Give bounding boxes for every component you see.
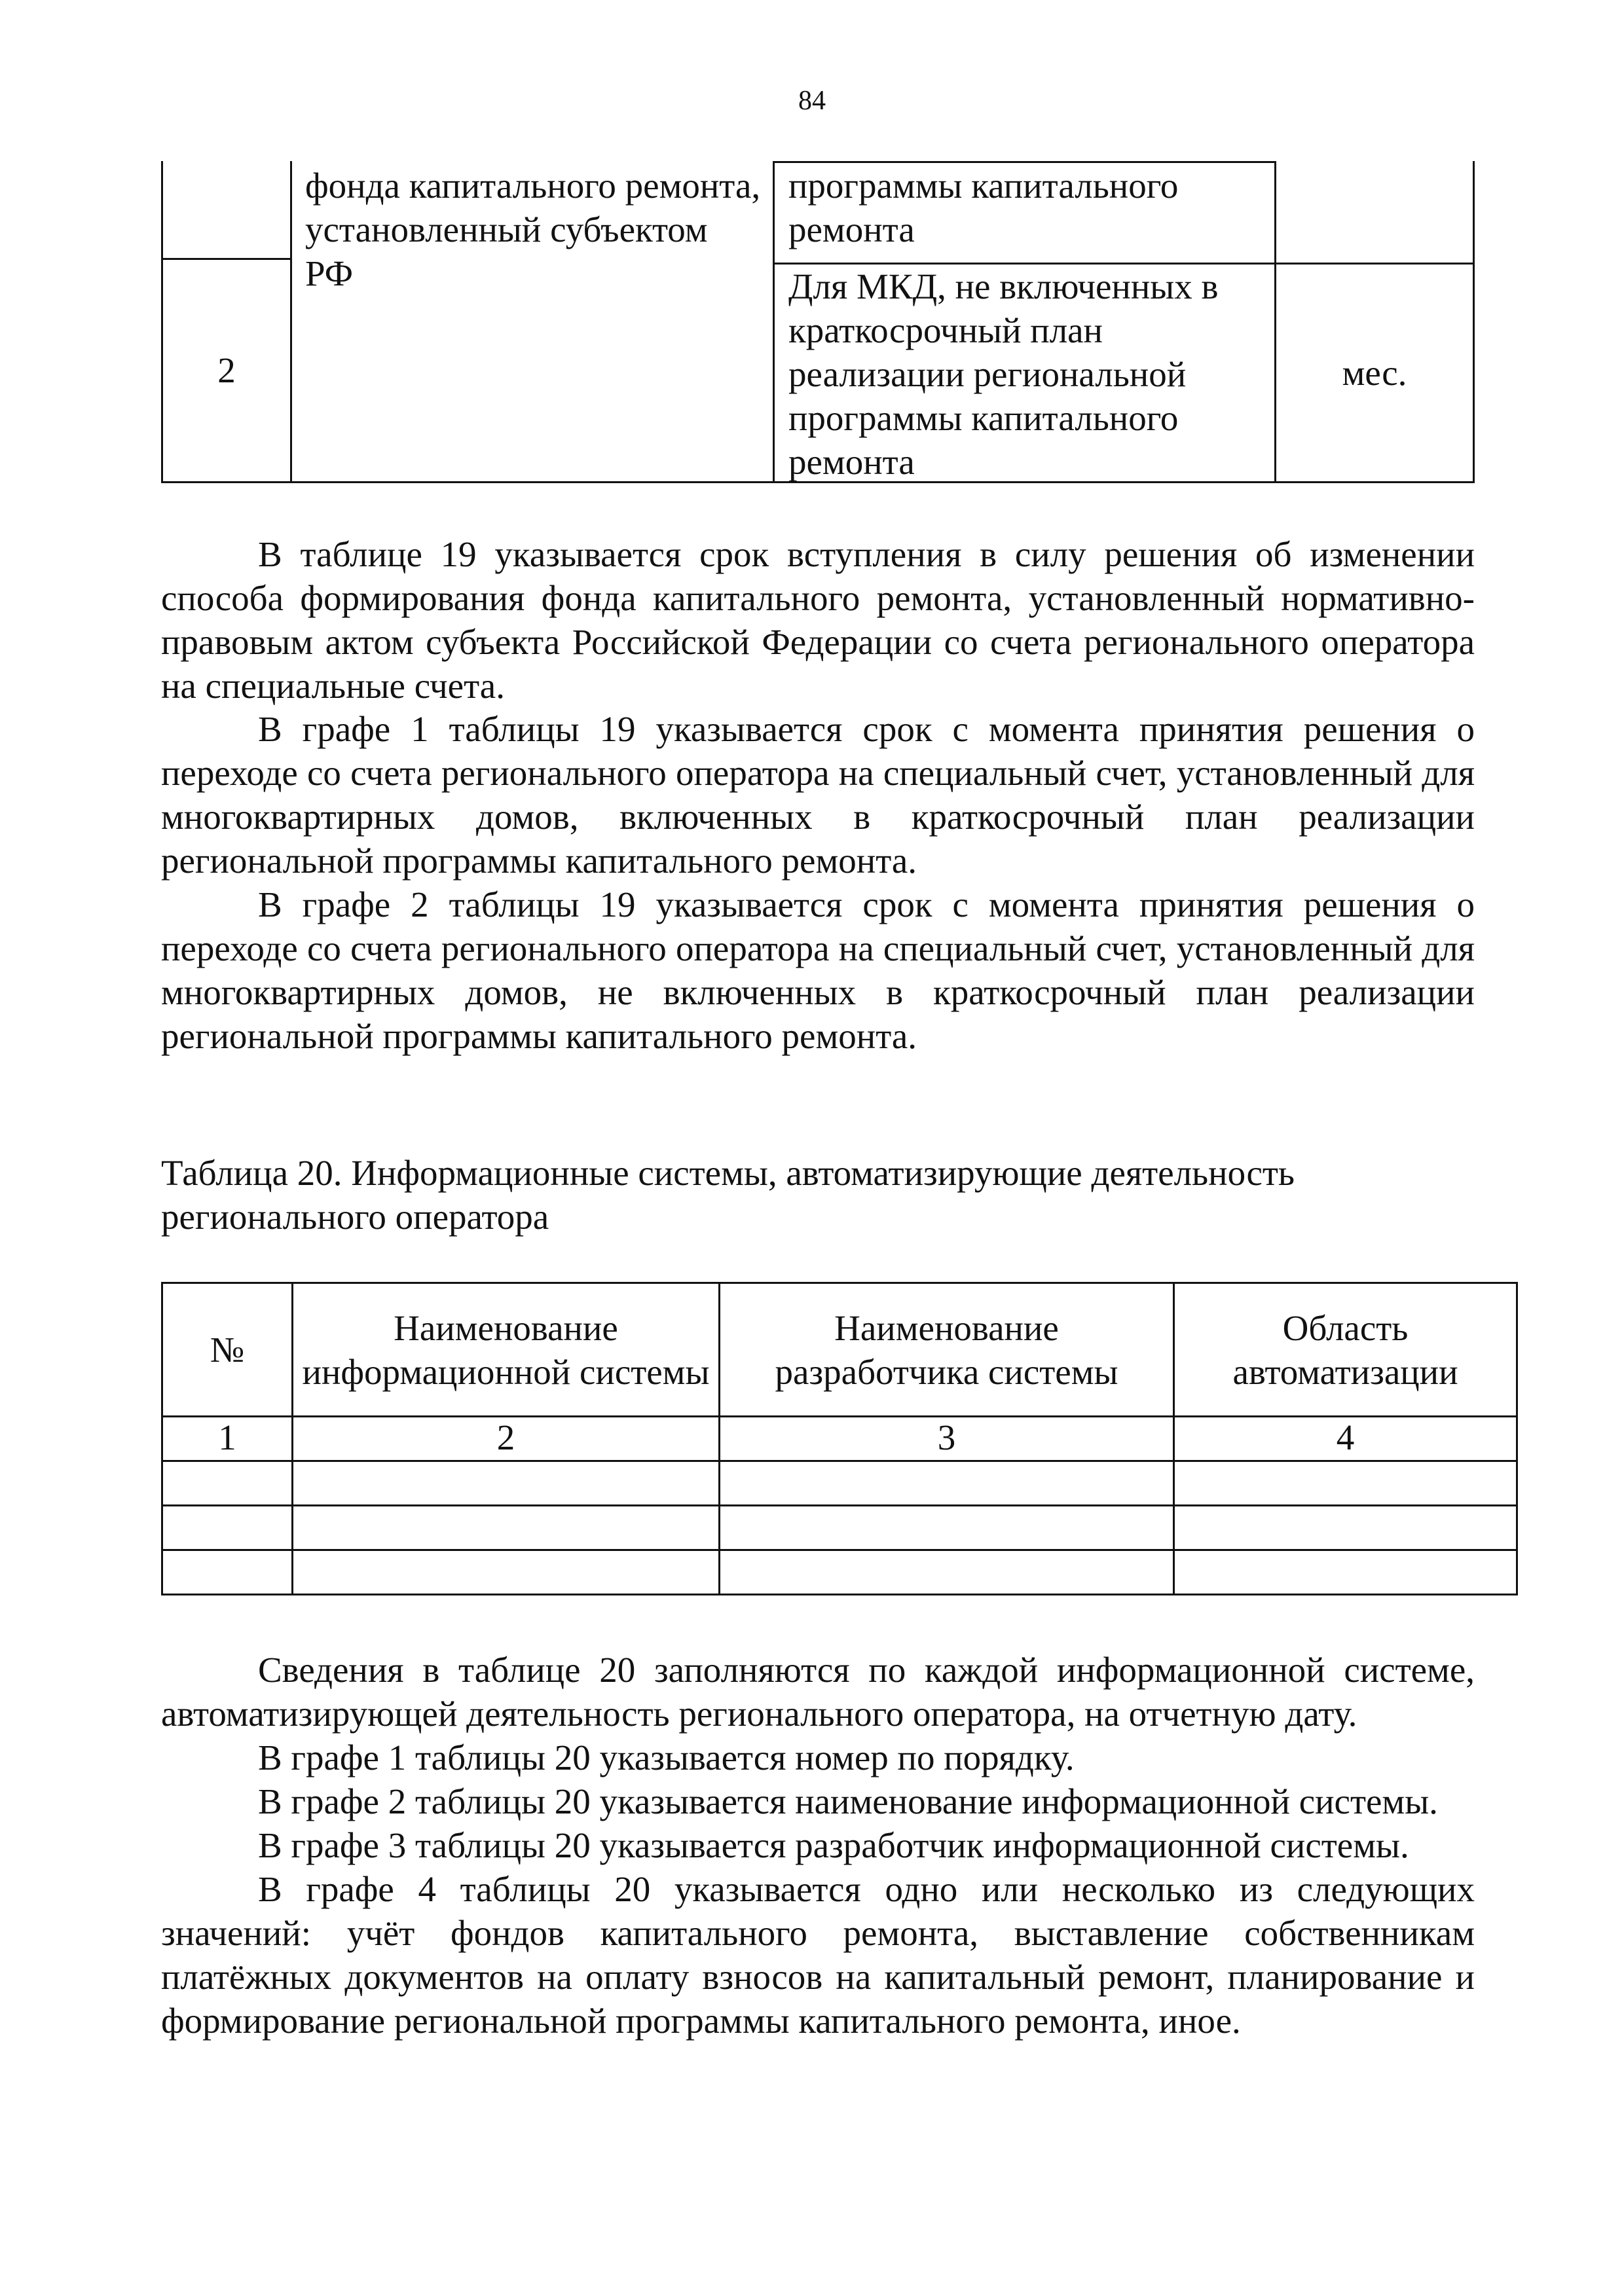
table-row xyxy=(162,1506,1517,1550)
paragraph: В графе 2 таблицы 20 указывается наименование информационной системы. xyxy=(258,1781,1438,1821)
table20-header-row xyxy=(162,1283,1517,1417)
table20-header-developer: Наименование разработчика системы xyxy=(720,1283,1174,1417)
table20-column-number: 1 xyxy=(162,1417,293,1461)
table20-column-number: 2 xyxy=(293,1417,720,1461)
table-border xyxy=(161,161,163,483)
table20-column-numbers-row xyxy=(162,1417,1517,1461)
page-number: 84 xyxy=(798,86,826,116)
table20 xyxy=(161,1282,1518,1595)
table20-column-number: 4 xyxy=(1174,1417,1517,1461)
table19-row2-col3: Для МКД, не включенных в краткосрочный план реализации региональной программы капитального ремонта xyxy=(788,266,1219,482)
paragraph: В графе 2 таблицы 19 указывается срок с момента принятия решения о переходе со счета регионального оператора на специальный счет, установленный для многоквартирных домов, не включенных в краткосрочный план реализации региональной программы капитального ремонта. xyxy=(161,884,1475,1056)
table-border xyxy=(773,161,775,483)
table-border xyxy=(1274,161,1276,483)
table-cell xyxy=(1174,1461,1517,1506)
paragraph: В графе 1 таблицы 19 указывается срок с момента принятия решения о переходе со счета регионального оператора на специальный счет, установленный для многоквартирных домов, включенных в краткосрочный план реализации региональной программы капитального ремонта. xyxy=(161,709,1475,881)
table-border xyxy=(773,161,1276,163)
table-cell xyxy=(162,1461,293,1506)
table20-caption: Таблица 20. Информационные системы, автоматизирующие деятельность регионального оператора xyxy=(161,1153,1295,1237)
table-border xyxy=(161,258,292,260)
table20-header-number: № xyxy=(162,1283,293,1417)
table-row xyxy=(162,1550,1517,1595)
table-cell xyxy=(720,1550,1174,1595)
table-cell xyxy=(293,1506,720,1550)
table-cell xyxy=(162,1506,293,1550)
table19-row2-unit: мес. xyxy=(1342,353,1407,393)
table19-row2-number: 2 xyxy=(217,350,236,390)
table-cell xyxy=(293,1550,720,1595)
table-cell xyxy=(162,1550,293,1595)
table-row xyxy=(162,1461,1517,1506)
table-border xyxy=(1473,161,1475,483)
table19-row1-col3: программы капитального ремонта xyxy=(788,166,1179,249)
paragraph: Сведения в таблице 20 заполняются по каждой информационной системе, автоматизирующей деятельность регионального оператора, на отчетную дату. xyxy=(161,1650,1475,1734)
table-cell xyxy=(720,1506,1174,1550)
table19-row1-col2: фонда капитального ремонта, установленный субъектом РФ xyxy=(305,166,761,293)
table20-header-system-name: Наименование информационной системы xyxy=(293,1283,720,1417)
table-border xyxy=(290,161,292,483)
table-cell xyxy=(1174,1506,1517,1550)
paragraph: В графе 4 таблицы 20 указывается одно или несколько из следующих значений: учёт фондов капитального ремонта, выставление собственникам платёжных документов на оплату взносов на капитальный ремонт, планирование и формирование региональной программы капитального ремонта, иное. xyxy=(161,1869,1475,2041)
paragraph: В графе 1 таблицы 20 указывается номер по порядку. xyxy=(258,1738,1075,1777)
table20-column-number: 3 xyxy=(720,1417,1174,1461)
table-cell xyxy=(720,1461,1174,1506)
table19-continuation xyxy=(161,161,1475,483)
paragraph: В графе 3 таблицы 20 указывается разработчик информационной системы. xyxy=(258,1825,1409,1865)
table-cell xyxy=(1174,1550,1517,1595)
table-cell xyxy=(293,1461,720,1506)
table20-header-automation-area: Область автоматизации xyxy=(1174,1283,1517,1417)
paragraph: В таблице 19 указывается срок вступления в силу решения об изменении способа формирования фонда капитального ремонта, установленный нормативно-правовым актом субъекта Российской Федерации со счета регионального оператора на специальные счета. xyxy=(161,534,1475,706)
